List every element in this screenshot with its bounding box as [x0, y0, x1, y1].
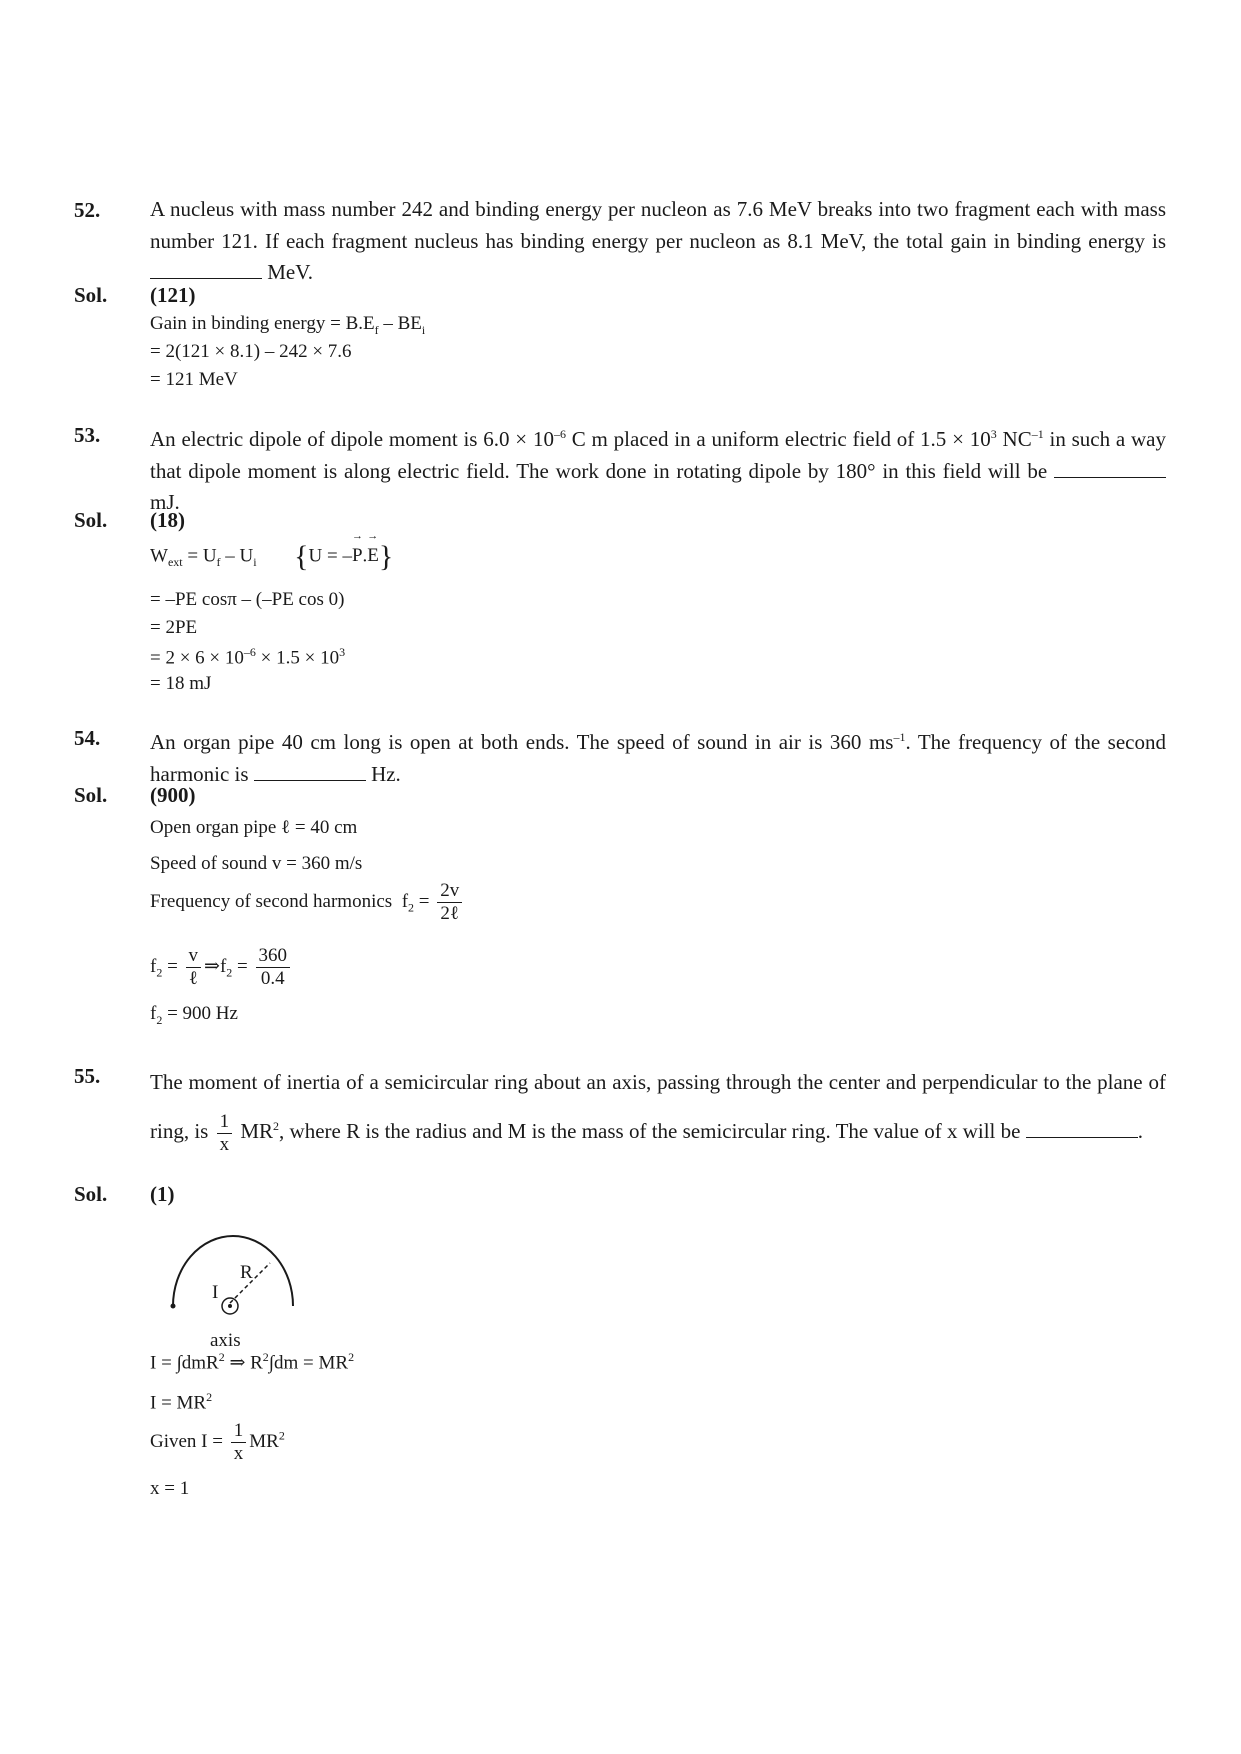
solution-step: $f_2$ = $\frac{v}{\text{ℓ}}$ $\Rightarrow f_2$ = $\frac{360}{0.4}$ [150, 945, 293, 990]
semicircle-arc [173, 1236, 293, 1306]
axis-dot [228, 1304, 232, 1308]
solution-step: = –PE cosπ – (–PE cos 0) [150, 589, 345, 610]
answer-value: (18) [150, 508, 185, 532]
solution-step: = 2PE [150, 617, 198, 638]
solution-step: x = 1 [150, 1478, 190, 1499]
solution-label: Sol. [74, 1182, 108, 1206]
solution-step: Open organ pipe ℓ = 40 cm [150, 817, 358, 838]
solution-step: $W_{ext} = U_f - U_i$ {U = –→ P.→ E} [150, 540, 393, 574]
solution-step: I = ∫dmR$^2$ ⇒ $R^2\int dm = MR^2$ [150, 1350, 355, 1374]
answer-blank [1026, 1119, 1138, 1138]
question-text: An organ pipe 40 cm long is open at both ends. The speed of sound in air is 360 $ms^{-1}$. The frequency of the second harmonic is Hz. [150, 730, 1166, 786]
question-text: An electric dipole of dipole moment is $6.0 \times 10^{-6}$ C m placed in a uniform electric field of $1.5 \times 10^3$ $NC^{-1}$ in such a way that dipole moment is along electric field. The work done in rotating dipole by 180° in this field will be mJ. [150, 427, 1166, 514]
solution-step: Frequency of second harmonics $f_2$ = $\frac{2v}{\text{2ℓ}}$ [150, 880, 465, 925]
solution-step: = 18 mJ [150, 673, 212, 694]
solution-step: = 121 MeV [150, 369, 238, 390]
label-axis: axis [210, 1330, 241, 1351]
label-I: I [212, 1282, 219, 1303]
answer-blank [1054, 459, 1166, 478]
answer-value: (900) [150, 783, 196, 807]
label-R: R [240, 1262, 253, 1283]
solution-label: Sol. [74, 283, 108, 307]
question-text: A nucleus with mass number 242 and binding energy per nucleon as 7.6 MeV breaks into two fragment each with mass number 121. If each fragment nucleus has binding energy per nucleon as 8.1 MeV, the total gain in binding energy is MeV. [150, 197, 1166, 284]
answer-value: (121) [150, 283, 196, 307]
solution-step: $I = MR^2$ [150, 1390, 213, 1414]
solution-step: Speed of sound v = 360 m/s [150, 853, 363, 874]
answer-blank [150, 260, 262, 279]
question-number: 53. [74, 423, 101, 447]
solution-label: Sol. [74, 783, 108, 807]
question-text: The moment of inertia of a semicircular ring about an axis, passing through the center and perpendicular to the plane of ring, is $\frac{1}{x}$ $MR^2$, where R is the radius and M is the mass of the semicircular ring. The value of x will be . [150, 1070, 1166, 1155]
solution-label: Sol. [74, 508, 108, 532]
semicircular-ring-diagram [160, 1218, 310, 1358]
answer-blank [254, 762, 366, 781]
arc-end-dot [171, 1304, 176, 1309]
question-number: 54. [74, 726, 101, 750]
solution-step: = 2(121 × 8.1) – 242 × 7.6 [150, 341, 352, 362]
question-number: 52. [74, 198, 101, 222]
solution-step: $f_2 = 900$ Hz [150, 1003, 238, 1027]
solution-step: Gain in binding energy = $B.E_f - BE_i$ [150, 313, 426, 337]
solution-step: = $2 \times 6 \times 10^{-6} \times 1.5 \times 10^3$ [150, 645, 346, 669]
question-number: 55. [74, 1064, 101, 1088]
solution-step: Given I = $\frac{1}{x}$ $MR^2$ [150, 1420, 285, 1464]
answer-value: (1) [150, 1182, 175, 1206]
